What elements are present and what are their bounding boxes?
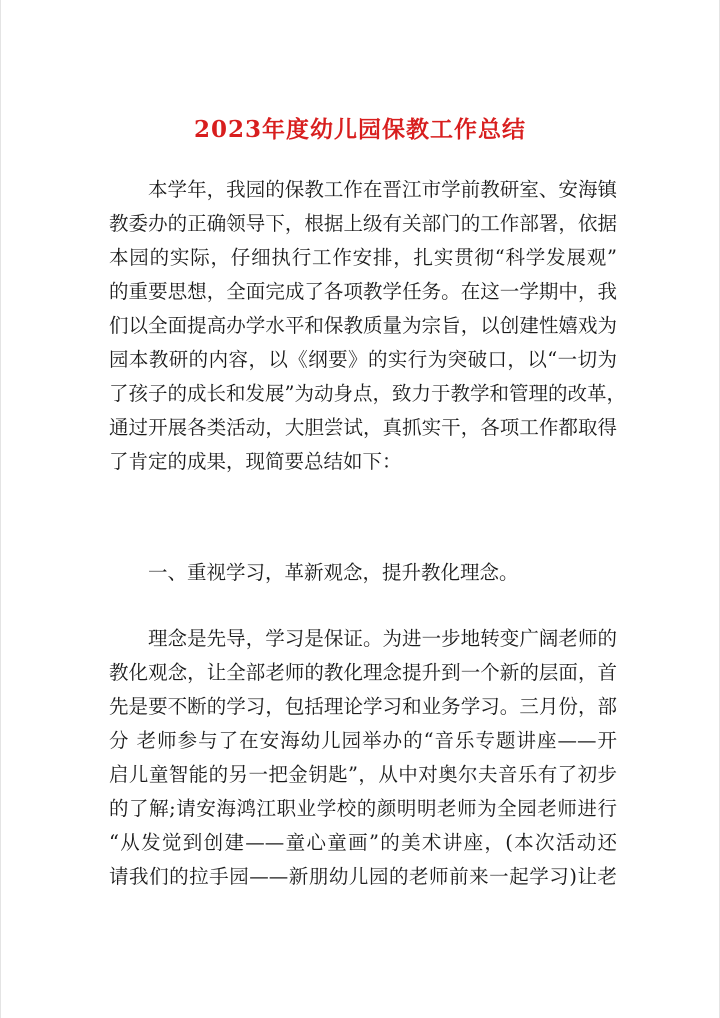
text-line: 启儿童智能的另一把金钥匙”，从中对奥尔夫音乐有了初步 [109, 763, 617, 786]
text-line: 的了解;请安海鸿江职业学校的颜明明老师为全园老师进行 [109, 797, 617, 820]
text-line: 请我们的拉手园——新朋幼儿园的老师前来一起学习)让老 [109, 865, 617, 888]
text-line: “从发觉到创建——童心童画”的美术讲座，(本次活动还 [109, 831, 617, 854]
text-line: 先是要不断的学习，包括理论学习和业务学习。三月份，部 [109, 695, 617, 718]
text-line: 理念是先导，学习是保证。为进一步地转变广阔老师的 [148, 627, 617, 650]
section-heading [109, 556, 617, 590]
text-line: 教化观念，让全部老师的教化理念提升到一个新的层面，首 [109, 661, 617, 684]
section-heading-text: 一、重视学习，革新观念，提升教化理念。 [148, 561, 519, 584]
text-line: 教委办的正确领导下，根据上级有关部门的工作部署，依据 [109, 212, 617, 235]
text-line: 分 老师参与了在安海幼儿园举办的“音乐专题讲座——开 [109, 729, 617, 752]
text-line: 园本教研的内容，以《纲要》的实行为突破口，以“一切为 [109, 348, 617, 371]
text-line: 们以全面提高办学水平和保教质量为宗旨，以创建性嬉戏为 [109, 314, 617, 337]
text-line: 的重要思想，全面完成了各项教学任务。在这一学期中，我 [109, 280, 617, 303]
document-title: 2023年度幼儿园保教工作总结 [193, 116, 526, 143]
text-line: 通过开展各类活动，大胆尝试，真抓实干，各项工作都取得 [109, 416, 617, 439]
text-line: 了孩子的成长和发展”为动身点，致力于教学和管理的改革， [109, 382, 626, 405]
text-line: 了肯定的成果，现简要总结如下： [109, 450, 402, 473]
text-line: 本园的实际，仔细执行工作安排，扎实贯彻“科学发展观” [109, 246, 617, 269]
paragraph-intro [109, 173, 626, 479]
paragraph-section-one [109, 622, 617, 894]
text-line: 本学年，我园的保教工作在晋江市学前教研室、安海镇 [148, 178, 617, 201]
